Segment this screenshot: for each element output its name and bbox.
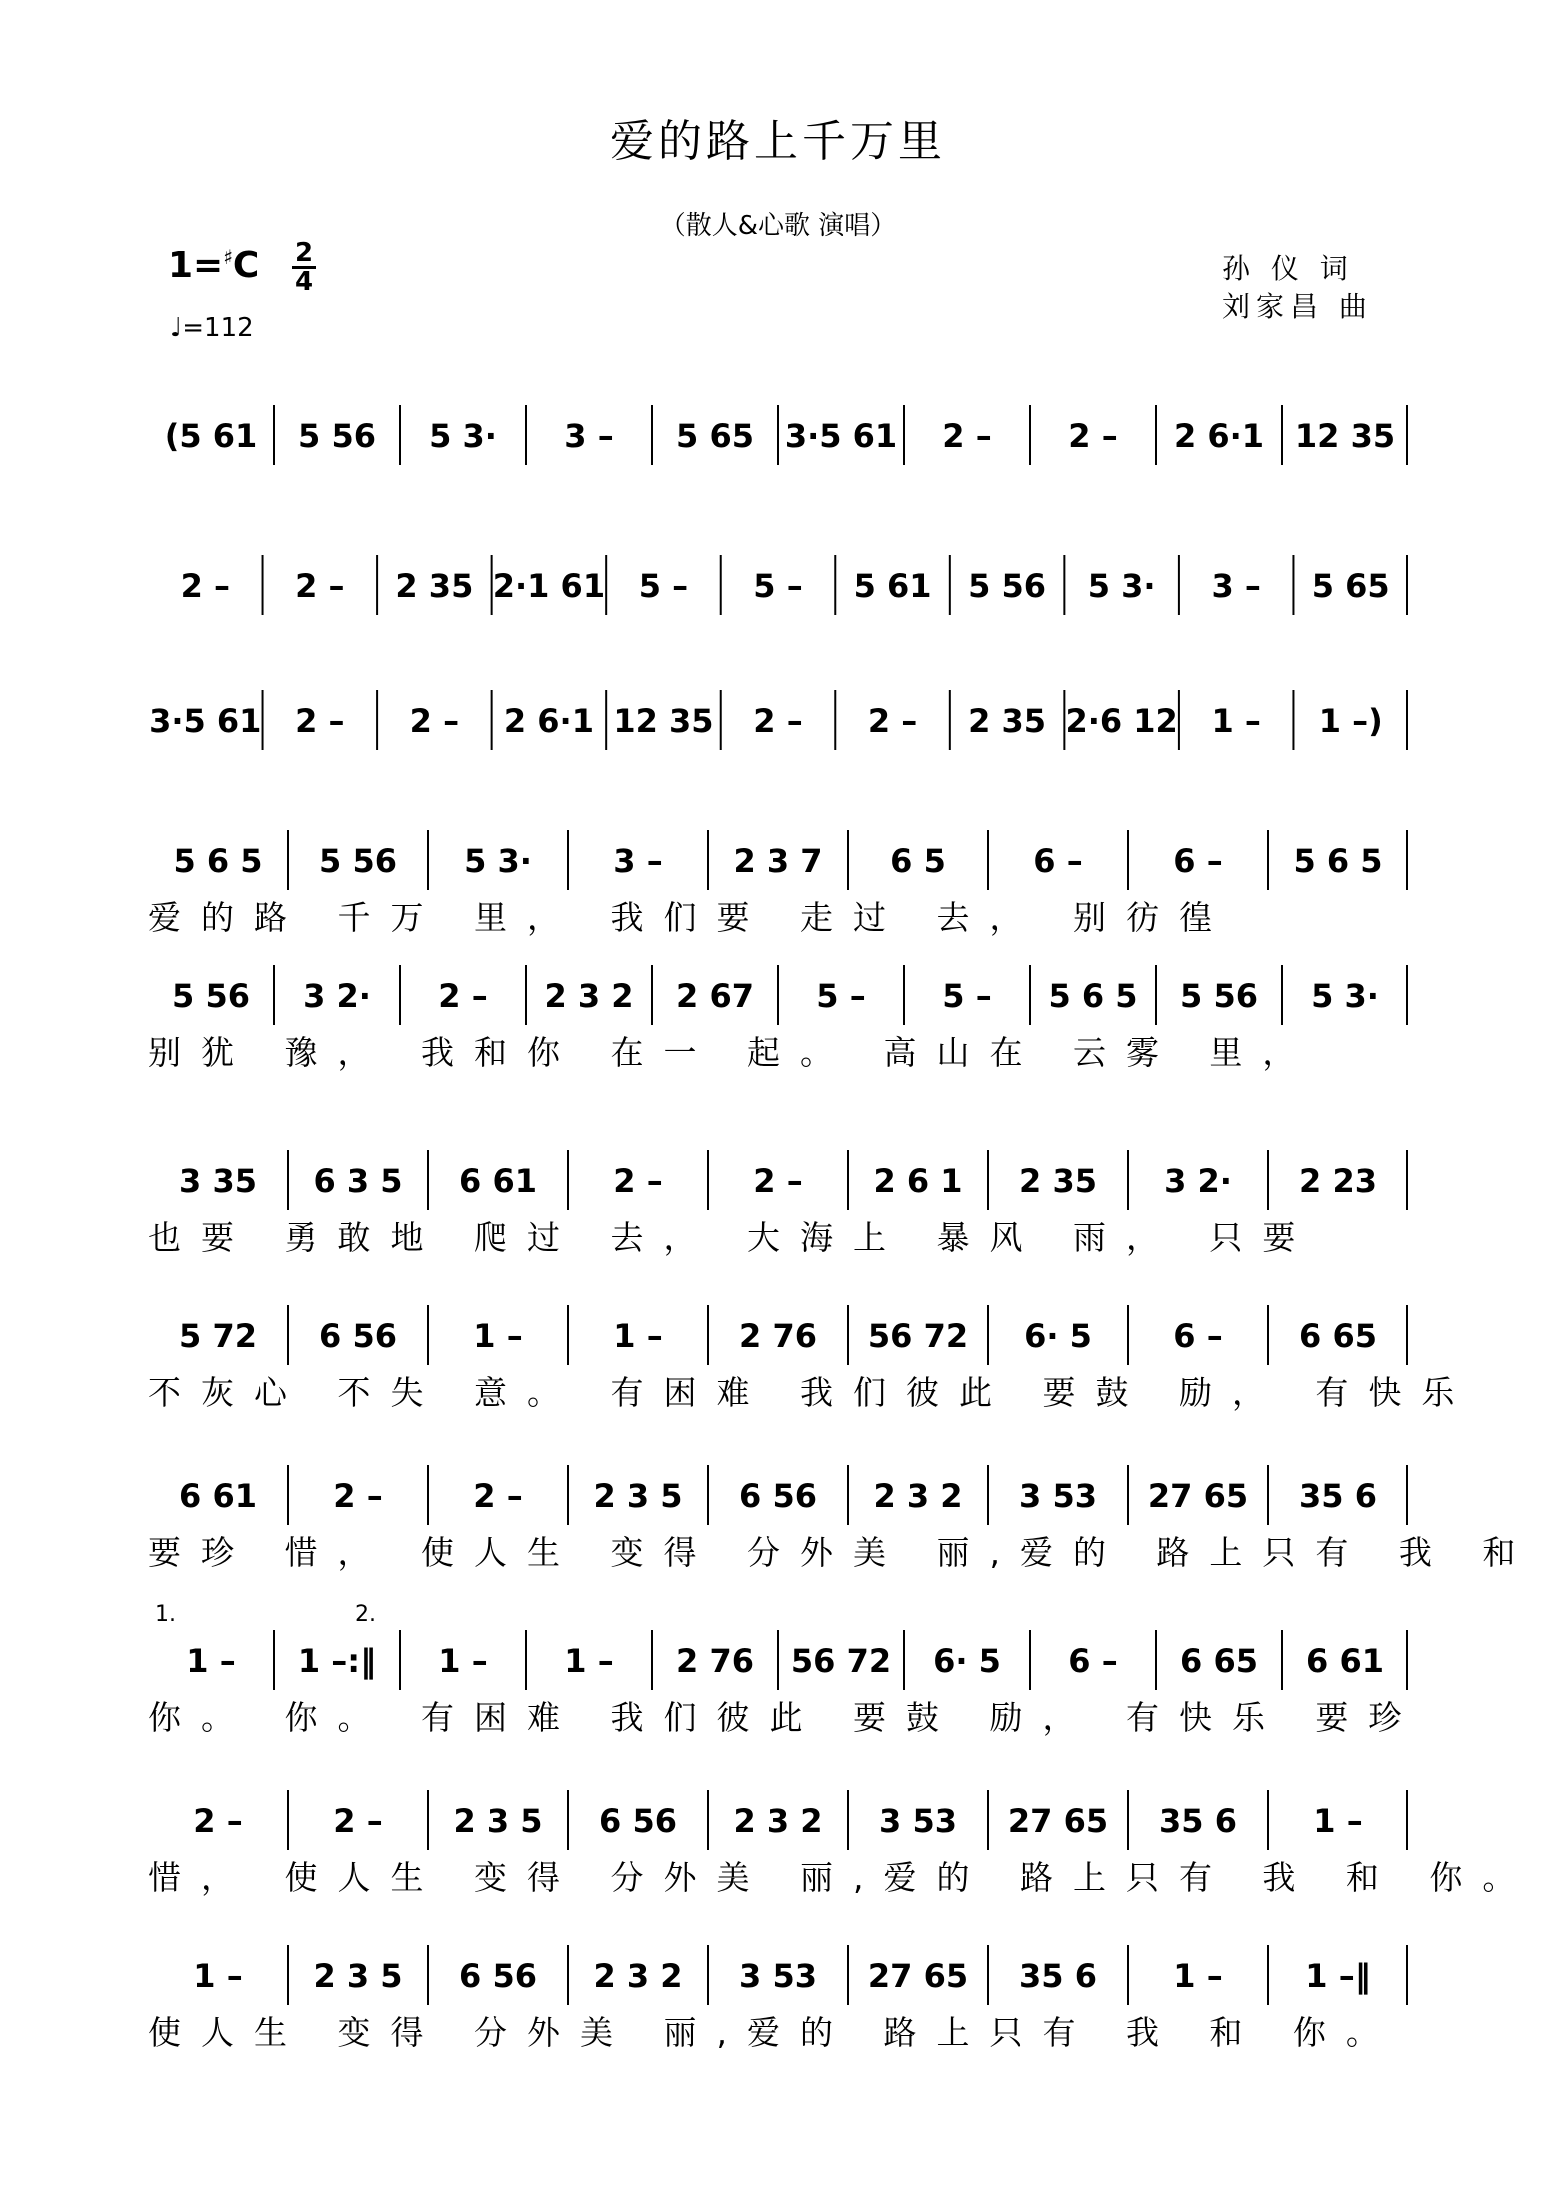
measure-notes: 5 – — [816, 977, 866, 1015]
notation-staff — [148, 555, 1408, 625]
measure-notes: 6 – — [1173, 842, 1223, 880]
measure-notes: 5 56 — [319, 842, 397, 880]
measure-notes: 6 – — [1068, 1642, 1118, 1680]
measure-notes: 2 76 — [739, 1317, 817, 1355]
measure-notes: 1 – — [613, 1317, 663, 1355]
lyric-line: 爱的路 千万 里， 我们要 走过 去， 别彷徨 — [148, 898, 1232, 937]
measure-notes: 1 – — [564, 1642, 614, 1680]
measure-notes: 1 – — [438, 1642, 488, 1680]
measure-notes: 2 6·1 — [503, 702, 594, 740]
notation-staff — [148, 965, 1408, 1035]
notation-staff — [148, 1945, 1408, 2015]
measure-notes: 2 – — [333, 1477, 383, 1515]
measure-notes: 2 3 2 — [733, 1802, 823, 1840]
measure-notes: 3·5 61 — [149, 702, 262, 740]
measure-notes: 6 56 — [459, 1957, 537, 1995]
measure-notes: 2 3 2 — [544, 977, 634, 1015]
volta-first: 1. — [155, 1602, 176, 1627]
measure-notes: 2 – — [753, 1162, 803, 1200]
measure-notes: 6· 5 — [933, 1642, 1001, 1680]
measure-notes: 2 – — [753, 702, 803, 740]
measure-notes: 1 – — [473, 1317, 523, 1355]
measure-notes: 1 – — [1173, 1957, 1223, 1995]
measure-notes: 3 53 — [739, 1957, 817, 1995]
measure-notes: 2 – — [438, 977, 488, 1015]
measure-notes: 5 56 — [298, 417, 376, 455]
time-signature: 2 4 — [292, 240, 316, 295]
measure-notes: 12 35 — [613, 702, 714, 740]
notation-staff — [148, 1790, 1408, 1860]
measure-notes: 6 56 — [739, 1477, 817, 1515]
measure-notes: 5 56 — [1180, 977, 1258, 1015]
measure-notes: 35 6 — [1159, 1802, 1237, 1840]
measure-notes: 56 72 — [790, 1642, 892, 1680]
measure-notes: 5 72 — [179, 1317, 257, 1355]
measure-notes: 3 53 — [879, 1802, 957, 1840]
measure-notes: 56 72 — [867, 1317, 969, 1355]
measure-notes: 2 3 2 — [873, 1477, 963, 1515]
notation-staff — [148, 690, 1408, 760]
notation-staff — [148, 405, 1408, 475]
measure-notes: 6 61 — [459, 1162, 537, 1200]
measure-notes: 2·1 61 — [492, 567, 606, 605]
measure-notes: 2 – — [180, 567, 230, 605]
measure-notes: 2 35 — [968, 702, 1047, 740]
measure-notes: 2 3 5 — [313, 1957, 403, 1995]
lyric-line: 别犹 豫， 我和你 在一 起。 高山在 云雾 里， — [148, 1033, 1316, 1072]
measure-notes: 2 3 5 — [453, 1802, 543, 1840]
measure-notes: 2 – — [333, 1802, 383, 1840]
measure-notes: 12 35 — [1294, 417, 1396, 455]
measure-notes: 3·5 61 — [784, 417, 898, 455]
measure-notes: 5 3· — [429, 417, 497, 455]
lyric-line: 你。 你。 有困难 我们彼此 要鼓 励， 有快乐 要珍 — [148, 1698, 1422, 1737]
measure-notes: 6 5 — [890, 842, 946, 880]
measure-notes: 2 – — [409, 702, 460, 740]
measure-notes: 35 6 — [1299, 1477, 1377, 1515]
measure-notes: 2 – — [613, 1162, 663, 1200]
singers-line: （散人&心歌 演唱） — [659, 211, 897, 241]
measure-notes: 5 3· — [464, 842, 532, 880]
measure-notes: 5 56 — [172, 977, 250, 1015]
measure-notes: 6 56 — [319, 1317, 397, 1355]
measure-notes: 2 35 — [1019, 1162, 1097, 1200]
notation-staff — [148, 1465, 1408, 1535]
measure-notes: 6 – — [1033, 842, 1083, 880]
measure-notes: 2 76 — [676, 1642, 754, 1680]
credits — [1222, 250, 1373, 326]
measure-notes: 3 – — [1211, 567, 1261, 605]
notation-staff — [148, 830, 1408, 900]
measure-notes: 1 –:‖ — [297, 1642, 377, 1680]
measure-notes: 1 – — [1313, 1802, 1363, 1840]
volta-second: 2. — [355, 1602, 376, 1627]
measure-notes: 27 65 — [867, 1957, 969, 1995]
measure-notes: 2 23 — [1299, 1162, 1377, 1200]
measure-notes: 2 – — [942, 417, 992, 455]
measure-notes: 6 61 — [1306, 1642, 1384, 1680]
notation-staff — [148, 1630, 1408, 1700]
measure-notes: 1 – — [1211, 702, 1261, 740]
measure-notes: 3 35 — [179, 1162, 257, 1200]
measure-notes: 1 –) — [1318, 702, 1383, 740]
tempo-marking: ♩=112 — [170, 313, 254, 343]
measure-notes: 2 – — [473, 1477, 523, 1515]
measure-notes: (5 61 — [164, 417, 258, 455]
measure-notes: 2 – — [295, 567, 345, 605]
measure-notes: 1 – — [193, 1957, 243, 1995]
measure-notes: 2 67 — [676, 977, 754, 1015]
measure-notes: 5 6 5 — [1048, 977, 1138, 1015]
measure-notes: 5 – — [753, 567, 803, 605]
key-signature: 1=♯C — [168, 245, 260, 286]
measure-notes: 2 6 1 — [873, 1162, 963, 1200]
measure-notes: 2 3 2 — [593, 1957, 683, 1995]
measure-notes: 2 – — [867, 702, 918, 740]
measure-notes: 2 3 5 — [593, 1477, 683, 1515]
lyric-line: 惜， 使人生 变得 分外美 丽,爱的 路上只有 我 和 你。 — [148, 1858, 1536, 1897]
lyric-line: 要珍 惜， 使人生 变得 分外美 丽,爱的 路上只有 我 和 — [148, 1533, 1536, 1572]
measure-notes: 6· 5 — [1024, 1317, 1092, 1355]
measure-notes: 6 3 5 — [313, 1162, 403, 1200]
notation-staff — [148, 1305, 1408, 1375]
measure-notes: 5 56 — [968, 567, 1047, 605]
measure-notes: 5 65 — [1311, 567, 1390, 605]
measure-notes: 5 – — [638, 567, 689, 605]
composer-credit: 刘家昌 曲 — [1222, 290, 1373, 323]
measure-notes: 6 65 — [1299, 1317, 1377, 1355]
measure-notes: 5 65 — [676, 417, 754, 455]
measure-notes: 1 – — [186, 1642, 236, 1680]
measure-notes: 2 – — [1068, 417, 1118, 455]
measure-notes: 5 – — [942, 977, 992, 1015]
measure-notes: 3 2· — [303, 977, 371, 1015]
lyric-line: 也要 勇敢地 爬过 去， 大海上 暴风 雨， 只要 — [148, 1218, 1316, 1257]
measure-notes: 2 – — [295, 702, 345, 740]
measure-notes: 5 6 5 — [1293, 842, 1383, 880]
measure-notes: 2 35 — [395, 567, 474, 605]
measure-notes: 5 3· — [1311, 977, 1379, 1015]
measure-notes: 2 – — [193, 1802, 243, 1840]
measure-notes: 3 – — [613, 842, 663, 880]
measure-notes: 5 6 5 — [173, 842, 263, 880]
measure-notes: 6 65 — [1180, 1642, 1258, 1680]
measure-notes: 3 2· — [1164, 1162, 1232, 1200]
measure-notes: 1 –‖ — [1305, 1957, 1371, 1995]
measure-notes: 2 3 7 — [733, 842, 823, 880]
measure-notes: 27 65 — [1007, 1802, 1109, 1840]
measure-notes: 27 65 — [1147, 1477, 1249, 1515]
measure-notes: 3 53 — [1019, 1477, 1097, 1515]
song-title: 爱的路上千万里 — [610, 116, 946, 167]
measure-notes: 6 – — [1173, 1317, 1223, 1355]
lyric-line: 使人生 变得 分外美 丽,爱的 路上只有 我 和 你。 — [148, 2013, 1399, 2052]
lyric-line: 不灰心 不失 意。 有困难 我们彼此 要鼓 励， 有快乐 — [148, 1373, 1475, 1412]
measure-notes: 6 56 — [599, 1802, 677, 1840]
measure-notes: 3 – — [564, 417, 614, 455]
measure-notes: 6 61 — [179, 1477, 257, 1515]
measure-notes: 2·6 12 — [1065, 702, 1178, 740]
measure-notes: 35 6 — [1019, 1957, 1097, 1995]
measure-notes: 2 6·1 — [1173, 417, 1265, 455]
measure-notes: 5 3· — [1087, 567, 1156, 605]
lyricist-credit: 孙 仪 词 — [1222, 252, 1354, 285]
notation-staff — [148, 1150, 1408, 1220]
measure-notes: 5 61 — [853, 567, 932, 605]
